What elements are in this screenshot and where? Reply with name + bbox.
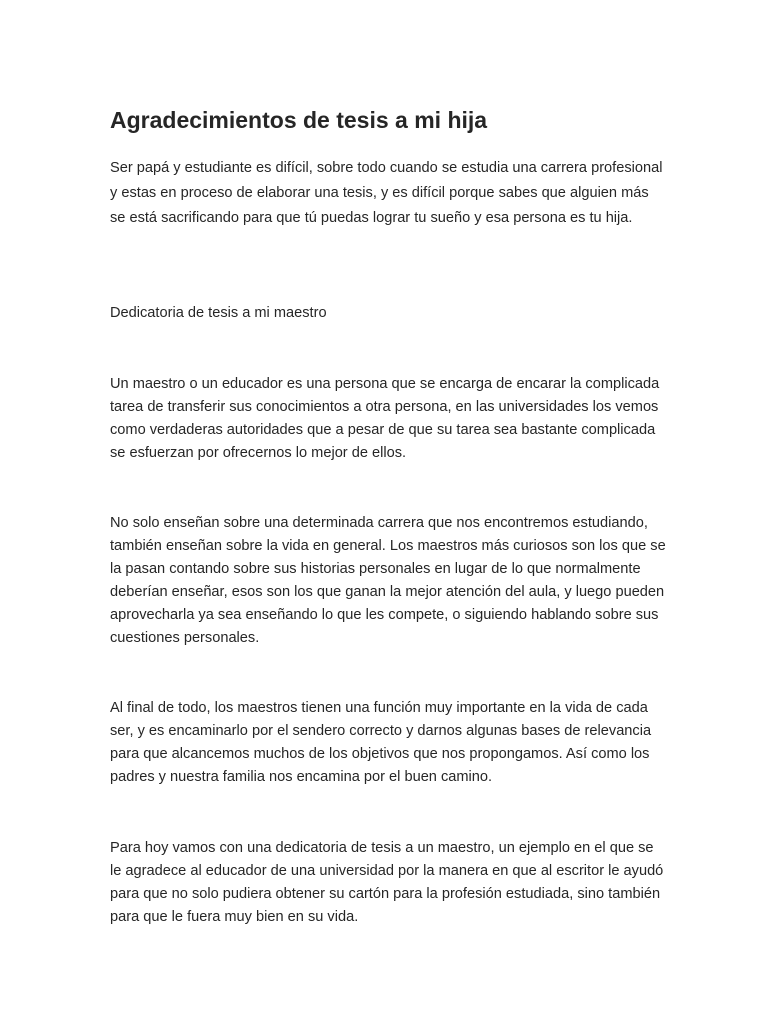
paragraph-intro: Ser papá y estudiante es difícil, sobre todo cuando se estudia una carrera profesional y estas en proceso de elaborar una tesis, y es difícil porque sabes que alguien más se está sacrificando para que tú puedas lograr tu sueño y esa persona es tu hija. (110, 160, 663, 226)
paragraph-ejemplo: Para hoy vamos con una dedicatoria de tesis a un maestro, un ejemplo en el que se le agradece al educador de una universidad por la manera en que al escritor le ayudó para que no solo pudiera obtener su cartón para la profesión estudiada, sino también para que le fuera muy bien en su vida. (110, 840, 664, 925)
section-heading-maestro: Dedicatoria de tesis a mi maestro (110, 305, 327, 321)
document-title: Agradecimientos de tesis a mi hija (110, 107, 488, 133)
paragraph-ensenanza: No solo enseñan sobre una determinada carrera que nos encontremos estudiando, también enseñan sobre la vida en general. Los maestros más curiosos son los que se la pasan contando sobre sus historias personales en lugar de lo que normalmente deberían enseñar, esos son los que ganan la mejor atención del aula, y luego pueden aprovecharla ya sea enseñando lo que les compete, o siguiendo hablando sobre sus cuestiones personales. (110, 515, 666, 646)
paragraph-funcion: Al final de todo, los maestros tienen una función muy importante en la vida de cada ser, y es encaminarlo por el sendero correcto y darnos algunas bases de relevancia para que alcancemos muchos de los objetivos que nos propongamos. Así como los padres y nuestra familia nos encamina por el buen camino. (110, 700, 652, 785)
paragraph-educador: Un maestro o un educador es una persona que se encarga de encarar la complicada tarea de transferir sus conocimientos a otra persona, en las universidades los vemos como verdaderas autoridades que a pesar de que su tarea sea bastante complicada se esfuerzan por ofrecernos lo mejor de ellos. (110, 376, 660, 461)
